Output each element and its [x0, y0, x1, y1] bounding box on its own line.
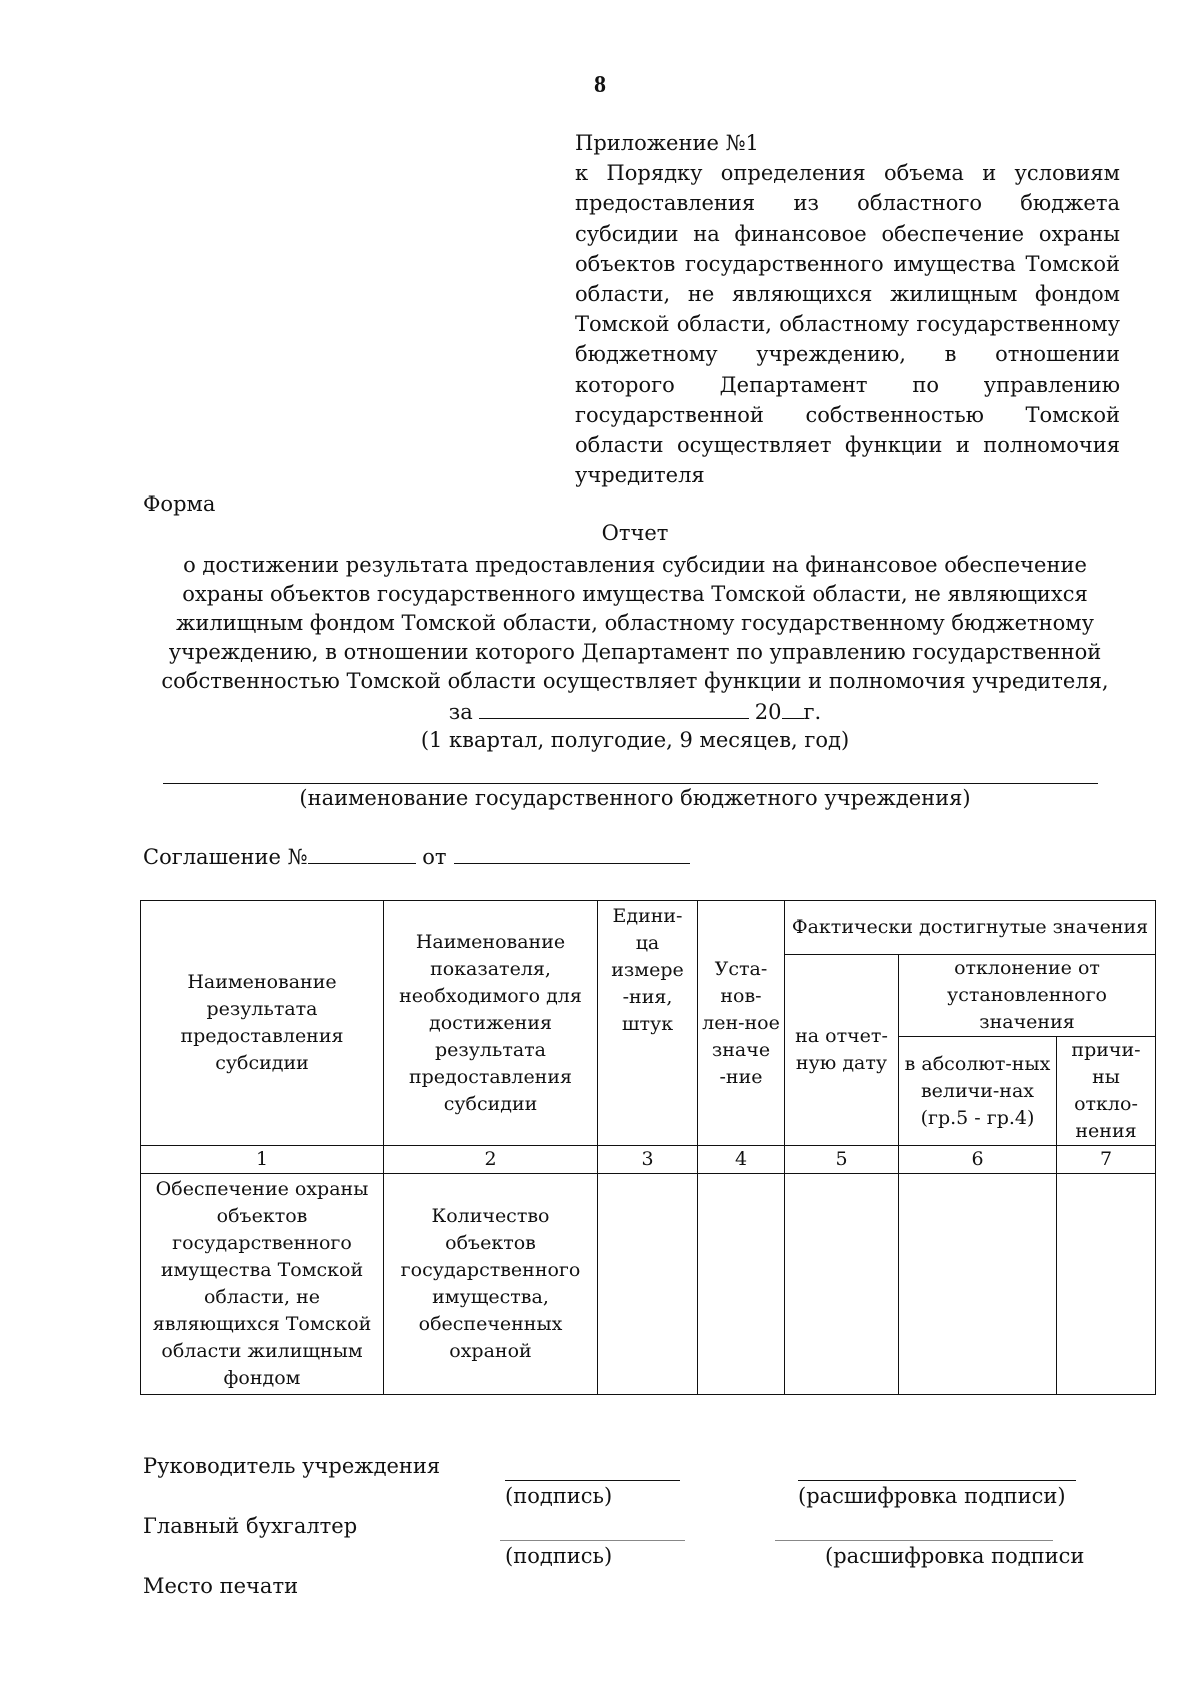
- head-label: Руководитель учреждения: [143, 1454, 441, 1478]
- head-decoding-field[interactable]: [798, 1480, 1076, 1481]
- appendix-line: предоставления из областного бюджета: [575, 191, 1120, 216]
- period-year-prefix: 20: [754, 700, 782, 724]
- report-title: Отчет: [601, 521, 669, 545]
- accountant-decoding-field[interactable]: [775, 1540, 1053, 1541]
- agreement-date-field[interactable]: [454, 843, 690, 864]
- head-signature-field[interactable]: [505, 1480, 680, 1481]
- cell-planned[interactable]: [698, 1174, 785, 1395]
- appendix-block: [575, 128, 1120, 490]
- header-reporting-date: на отчет-ную дату: [785, 955, 899, 1146]
- report-line: жилищным фондом Томской области, областному государственному бюджетному: [176, 611, 1094, 635]
- column-number: 6: [899, 1146, 1057, 1174]
- seal-label: Место печати: [143, 1574, 299, 1598]
- period-blank-field[interactable]: [479, 698, 749, 719]
- cell-deviation-reason[interactable]: [1057, 1174, 1156, 1395]
- header-result-name: Наименование результата предоставления субсидии: [141, 901, 384, 1146]
- accountant-decoding-hint: (расшифровка подписи: [825, 1544, 1085, 1568]
- appendix-title: Приложение №1: [575, 131, 759, 155]
- cell-indicator: Количество объектов государственного имущества, обеспеченных охраной: [384, 1174, 598, 1395]
- organization-name-field[interactable]: [163, 783, 1098, 784]
- header-unit: Едини-ца измере -ния, штук: [598, 901, 698, 1146]
- appendix-line: Томской области, областному государственному: [575, 312, 1120, 337]
- page-number: 8: [594, 72, 606, 98]
- year-blank-field[interactable]: [782, 698, 804, 719]
- period-prefix: за: [448, 700, 473, 724]
- header-actual-values-group: Фактически достигнутые значения: [785, 901, 1156, 955]
- cell-deviation-absolute[interactable]: [899, 1174, 1057, 1395]
- organization-hint: (наименование государственного бюджетного учреждения): [299, 786, 971, 810]
- appendix-line: области осуществляет функции и полномочия: [575, 433, 1120, 458]
- header-indicator-name: Наименование показателя, необходимого для достижения результата предоставления субсидии: [384, 901, 598, 1146]
- cell-actual[interactable]: [785, 1174, 899, 1395]
- header-planned-value: Уста-нов-лен-ное значе -ние: [698, 901, 785, 1146]
- header-deviation-group: отклонение от установленного значения: [899, 955, 1156, 1037]
- period-year-suffix: г.: [803, 700, 822, 724]
- period-hint: (1 квартал, полугодие, 9 месяцев, год): [420, 728, 850, 752]
- accountant-signature-field[interactable]: [500, 1540, 685, 1541]
- report-line: собственностью Томской области осуществляет функции и полномочия учредителя,: [161, 669, 1109, 693]
- header-deviation-reason: причи-ны откло-нения: [1057, 1037, 1156, 1146]
- appendix-line: которого Департамент по управлению: [575, 372, 1120, 397]
- report-line: охраны объектов государственного имущества Томской области, не являющихся: [182, 582, 1088, 606]
- accountant-signature-hint: (подпись): [505, 1544, 613, 1568]
- report-line: о достижении результата предоставления субсидии на финансовое обеспечение: [183, 553, 1087, 577]
- appendix-line: бюджетному учреждению, в отношении: [575, 342, 1120, 367]
- form-label: Форма: [143, 492, 216, 516]
- appendix-line: к Порядку определения объема и условиям: [575, 161, 1120, 186]
- appendix-line: области, не являющихся жилищным фондом: [575, 282, 1120, 307]
- table-row: [141, 1174, 1156, 1395]
- agreement-from-label: от: [422, 845, 447, 869]
- head-signature-hint: (подпись): [505, 1484, 613, 1508]
- accountant-label: Главный бухгалтер: [143, 1514, 358, 1538]
- cell-unit[interactable]: [598, 1174, 698, 1395]
- agreement-label: Соглашение №: [143, 845, 308, 869]
- head-decoding-hint: (расшифровка подписи): [798, 1484, 1066, 1508]
- report-description: [140, 551, 1130, 696]
- column-number: 3: [598, 1146, 698, 1174]
- report-table: [140, 900, 1156, 1395]
- column-number: 1: [141, 1146, 384, 1174]
- report-line: учреждению, в отношении которого Департамент по управлению государственной: [168, 640, 1102, 664]
- agreement-number-field[interactable]: [308, 843, 416, 864]
- appendix-line: государственной собственностью Томской: [575, 402, 1120, 427]
- column-numbers-row: [141, 1146, 1156, 1174]
- appendix-line: объектов государственного имущества Томской: [575, 251, 1120, 276]
- column-number: 7: [1057, 1146, 1156, 1174]
- appendix-line: учредителя: [575, 463, 705, 488]
- agreement-line: [143, 843, 690, 869]
- cell-result: Обеспечение охраны объектов государственного имущества Томской области, не являющихся Томской области жилищным фондом: [141, 1174, 384, 1395]
- column-number: 2: [384, 1146, 598, 1174]
- reporting-period-line: [140, 698, 1130, 724]
- column-number: 4: [698, 1146, 785, 1174]
- appendix-line: субсидии на финансовое обеспечение охраны: [575, 221, 1120, 246]
- header-deviation-absolute: в абсолют-ных величи-нах (гр.5 - гр.4): [899, 1037, 1057, 1146]
- column-number: 5: [785, 1146, 899, 1174]
